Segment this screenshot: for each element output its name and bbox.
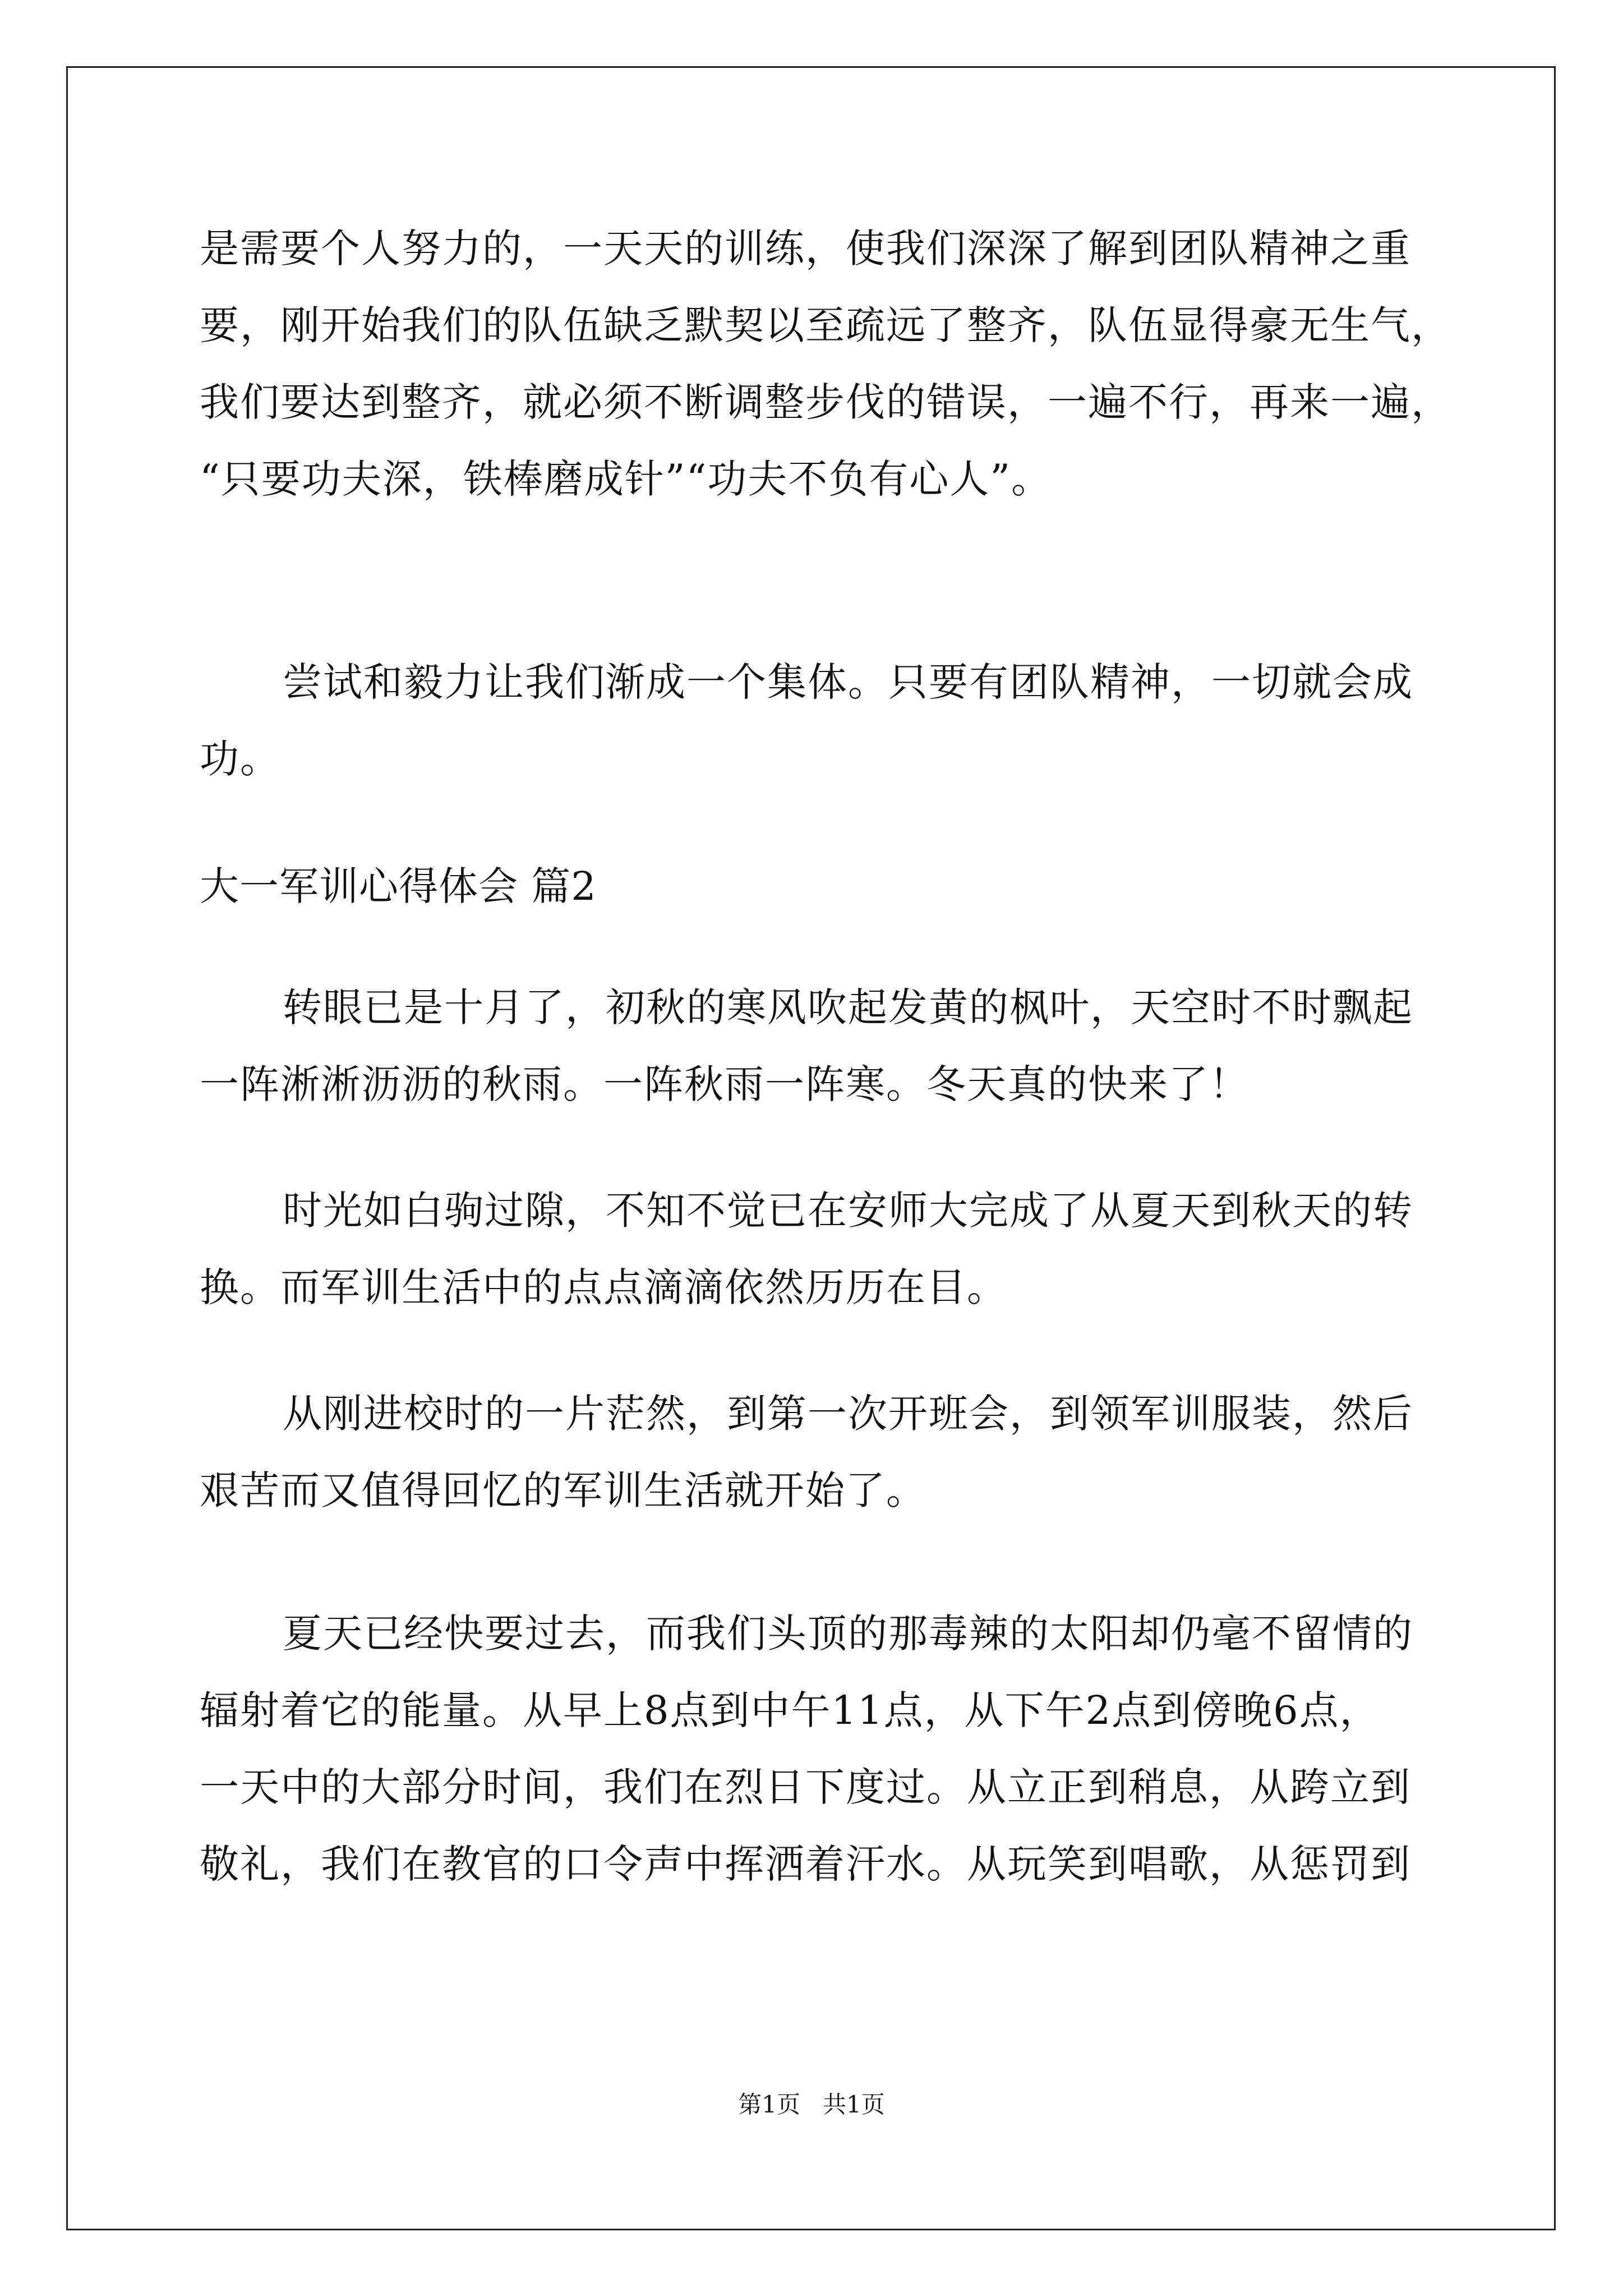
paragraph-line: 艰苦而又值得回忆的军训生活就开始了。 (200, 1467, 926, 1513)
page-footer: 第1页 共1页 (738, 2091, 885, 2118)
paragraph-line: 辐射着它的能量。从早上8点到中午11点，从下午2点到傍晚6点， (200, 1687, 1380, 1733)
section-heading: 大一军训心得体会 篇2 (200, 863, 597, 909)
paragraph-line: 敬礼，我们在教官的口令声中挥洒着汗水。从玩笑到唱歌，从惩罚到 (200, 1841, 1411, 1887)
paragraph-line: 从刚进校时的一片茫然，到第一次开班会，到领军训服装，然后 (283, 1391, 1413, 1437)
paragraph-line: 换。而军训生活中的点点滴滴依然历历在目。 (200, 1264, 1007, 1310)
paragraph-line: 时光如白驹过隙，不知不觉已在安师大完成了从夏天到秋天的转 (283, 1188, 1413, 1234)
paragraph-line: 功。 (200, 736, 280, 782)
paragraph-line: 尝试和毅力让我们渐成一个集体。只要有团队精神，一切就会成 (283, 659, 1413, 705)
paragraph-line: 一阵淅淅沥沥的秋雨。一阵秋雨一阵寒。冬天真的快来了！ (200, 1061, 1249, 1107)
paragraph-line: 一天中的大部分时间，我们在烈日下度过。从立正到稍息，从跨立到 (200, 1764, 1411, 1810)
paragraph-line: 我们要达到整齐，就必须不断调整步伐的错误，一遍不行，再来一遍， (200, 379, 1451, 425)
paragraph-line: 转眼已是十月了，初秋的寒风吹起发黄的枫叶，天空时不时飘起 (283, 984, 1413, 1030)
paragraph-line: 要，刚开始我们的队伍缺乏默契以至疏远了整齐，队伍显得豪无生气， (200, 302, 1451, 348)
paragraph-line: 是需要个人努力的，一天天的训练，使我们深深了解到团队精神之重 (200, 226, 1411, 272)
paragraph-line: 夏天已经快要过去，而我们头顶的那毒辣的太阳却仍毫不留情的 (283, 1611, 1413, 1657)
paragraph-line: “只要功夫深，铁棒磨成针”“功夫不负有心人”。 (200, 456, 1052, 502)
